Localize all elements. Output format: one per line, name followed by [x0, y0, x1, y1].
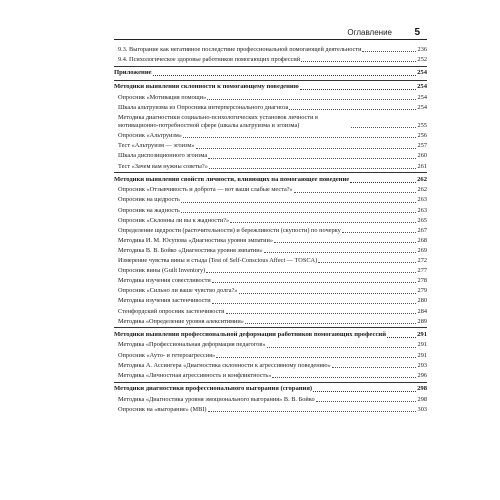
dot-leader: [208, 158, 416, 159]
section-rule: [114, 172, 427, 173]
section-rule: [114, 80, 427, 81]
section-rule: [114, 327, 427, 328]
dot-leader: [196, 148, 416, 149]
toc-section[interactable]: [114, 69, 427, 78]
toc-item[interactable]: [114, 372, 427, 380]
toc-item[interactable]: [114, 267, 427, 275]
toc-item[interactable]: [114, 227, 427, 235]
toc-page-number: 262: [417, 186, 427, 194]
dot-leader: [316, 401, 416, 402]
toc-item[interactable]: [114, 297, 427, 305]
toc-label: Методики выявления склонности к помогающему поведению: [114, 83, 299, 91]
toc-page-number: 254: [417, 69, 427, 77]
toc-section[interactable]: [114, 176, 427, 185]
dot-leader: [267, 347, 416, 348]
dot-leader: [206, 272, 416, 273]
dot-leader: [212, 303, 416, 304]
toc-item[interactable]: [114, 237, 427, 245]
toc-label: Шкала альтруизма из Опросника интерперсонального диагноза: [118, 103, 289, 111]
toc-page-number: 257: [417, 142, 427, 150]
toc-label: Опросник «Альтруизм»: [118, 132, 182, 140]
toc-page-number: 272: [417, 257, 427, 265]
dot-leader: [226, 313, 416, 314]
toc-label: Методика «Определение уровня алекситимии»: [118, 317, 244, 325]
toc-page-number: 277: [417, 267, 427, 275]
page-number: 5: [414, 27, 420, 38]
toc-label: Опросник на жадность: [118, 206, 180, 214]
toc-page-number: 303: [417, 405, 427, 413]
toc-label: Методика «Личностная агрессивность и конфликтность»: [118, 371, 272, 379]
dot-leader: [362, 51, 416, 52]
toc-page-number: 263: [417, 206, 427, 214]
toc-page-number: 280: [417, 297, 427, 305]
toc-item[interactable]: [114, 186, 427, 194]
toc-page-number: 261: [417, 162, 427, 170]
toc-page-number: 263: [417, 196, 427, 204]
toc-label: Методика «Диагностика уровня эмоционального выгорания» В. В. Бойко: [118, 395, 315, 403]
dot-leader: [212, 282, 416, 283]
running-header-title: Оглавление: [347, 28, 392, 37]
toc-item[interactable]: [114, 152, 427, 160]
toc-page-number: 284: [417, 307, 427, 315]
dot-leader: [289, 109, 416, 110]
dot-leader: [264, 252, 416, 253]
toc-page-number: 298: [417, 395, 427, 403]
toc-label: Опросник на «выгорание» (MBI): [118, 405, 207, 413]
toc-page-number: 293: [417, 361, 427, 369]
dot-leader: [216, 357, 416, 358]
toc-page-number: 254: [417, 103, 427, 111]
toc-page-number: 291: [417, 351, 427, 359]
toc-label: Приложение: [114, 69, 152, 77]
toc-page-number: 298: [417, 384, 427, 392]
header-rule: [114, 39, 427, 40]
toc-label: Опросник «Мотивация помощи»: [118, 93, 207, 101]
toc-page-number: 254: [417, 83, 427, 91]
toc-page-number: 291: [417, 341, 427, 349]
toc-label: Тест «Зачем вам нужны советы?»: [118, 162, 208, 170]
toc-item[interactable]: [114, 362, 427, 370]
toc-page-number: 269: [417, 246, 427, 254]
toc-item[interactable]: [114, 352, 427, 360]
dot-leader: [351, 127, 416, 128]
toc-page-number: 267: [417, 226, 427, 234]
dot-leader: [239, 293, 416, 294]
toc-section[interactable]: [114, 385, 427, 394]
table-of-contents: [114, 44, 427, 414]
toc-page-number: 268: [417, 236, 427, 244]
toc-label: Определение щедрости (расточительности) и бережливости (скупости) по почерку: [118, 226, 341, 234]
toc-label: Методика изучения застенчивости: [118, 297, 211, 305]
toc-section[interactable]: [114, 83, 427, 92]
dot-leader: [209, 168, 416, 169]
dot-leader: [342, 232, 416, 233]
toc-section[interactable]: [114, 331, 427, 340]
dot-leader: [313, 391, 416, 392]
dot-leader: [181, 202, 416, 203]
toc-item[interactable]: [114, 308, 427, 316]
toc-item[interactable]: [114, 56, 427, 64]
toc-label: Методики диагностики профессионального выгорания (сгорания): [114, 384, 313, 392]
toc-label: Опросник «Ауто- и гетероагрессия»: [118, 351, 216, 359]
toc-item[interactable]: [114, 217, 427, 225]
toc-page-number: 254: [417, 93, 427, 101]
dot-leader: [294, 192, 416, 193]
toc-item[interactable]: [114, 406, 427, 414]
dot-leader: [183, 137, 416, 138]
toc-page-number: 252: [417, 56, 427, 64]
toc-page-number: 296: [417, 371, 427, 379]
toc-label: Методика В. В. Бойко «Диагностика уровня эмпатии»: [118, 246, 263, 254]
toc-item[interactable]: [114, 287, 427, 295]
dot-leader: [272, 377, 416, 378]
toc-item[interactable]: [114, 277, 427, 285]
dot-leader: [350, 182, 416, 183]
toc-page-number: 236: [417, 46, 427, 53]
section-rule: [114, 382, 427, 383]
toc-label: 9.3. Выгорание как негативное последствие профессиональной помогающей деятельности: [118, 46, 362, 53]
dot-leader: [387, 337, 416, 338]
toc-page-number: 291: [417, 330, 427, 338]
toc-page-number: 279: [417, 287, 427, 295]
toc-label: 9.4. Психологическое здоровье работников помогающих профессий: [118, 56, 301, 64]
page-header: [0, 0, 500, 44]
toc-item[interactable]: [114, 341, 427, 349]
dot-leader: [207, 99, 416, 100]
toc-item[interactable]: [114, 196, 427, 204]
toc-item[interactable]: [114, 94, 427, 102]
toc-label: Опросник «Склонны ли вы к жадности?»: [118, 216, 230, 224]
toc-label: Стенфордский опросник застенчивости: [118, 307, 225, 315]
toc-page-number: 278: [417, 277, 427, 285]
dot-leader: [274, 242, 416, 243]
dot-leader: [153, 75, 416, 76]
dot-leader: [301, 61, 416, 62]
dot-leader: [332, 367, 416, 368]
toc-item[interactable]: [114, 132, 427, 140]
toc-page-number: 256: [417, 132, 427, 140]
toc-item[interactable]: [114, 46, 427, 54]
toc-item[interactable]: [114, 247, 427, 255]
section-rule: [114, 66, 427, 67]
toc-item[interactable]: [114, 142, 427, 150]
toc-item[interactable]: [114, 114, 427, 130]
toc-page-number: 289: [417, 317, 427, 325]
dot-leader: [318, 262, 416, 263]
toc-label: Тест «Альтруизм — эгоизм»: [118, 142, 195, 150]
toc-label: Опросник «Сильно ли ваше чувство долга?»: [118, 287, 238, 295]
toc-label: Опросник вины (Guilt Inventory): [118, 267, 206, 275]
dot-leader: [208, 411, 417, 412]
dot-leader: [181, 212, 416, 213]
toc-page-number: 260: [417, 152, 427, 160]
toc-item[interactable]: [114, 207, 427, 215]
dot-leader: [230, 222, 416, 223]
toc-label: Методики выявления профессиональной деформации работников помогающих профессий: [114, 330, 386, 338]
toc-label: Измерение чувства вины и стыда (Test of Self-Conscious Affect — TOSCA): [118, 257, 318, 265]
toc-label: Шкала диспозиционного эгоизма: [118, 152, 208, 160]
toc-item[interactable]: [114, 396, 427, 404]
toc-label: Методика «Профессиональная деформация педагогов»: [118, 341, 266, 349]
toc-item[interactable]: [114, 104, 427, 112]
toc-label: Опросник «Отзывчивость и доброта — вот ваши слабые места?»: [118, 186, 293, 194]
toc-item[interactable]: [114, 318, 427, 326]
toc-item[interactable]: [114, 257, 427, 265]
toc-page-number: 262: [417, 175, 427, 183]
toc-label: Методика А. Ассингера «Диагностика склонности к агрессивному поведению»: [118, 361, 331, 369]
dot-leader: [245, 323, 416, 324]
toc-label: Методики выявления свойств личности, влияющих на помогающее поведение: [114, 175, 350, 183]
toc-label: Методика диагностики социально-психологических установок личности в мотивационно-потребностной сфере (шкалы альтруизма и эгоизма): [118, 113, 318, 130]
toc-label: Методика изучения совестливости: [118, 277, 211, 285]
toc-label: Методика И. М. Юсупова «Диагностика уровня эмпатии»: [118, 236, 274, 244]
toc-page-number: 265: [417, 216, 427, 224]
toc-item[interactable]: [114, 163, 427, 171]
dot-leader: [300, 89, 416, 90]
toc-page-number: 255: [417, 122, 427, 130]
toc-label: Опросник на щедрость: [118, 196, 180, 204]
